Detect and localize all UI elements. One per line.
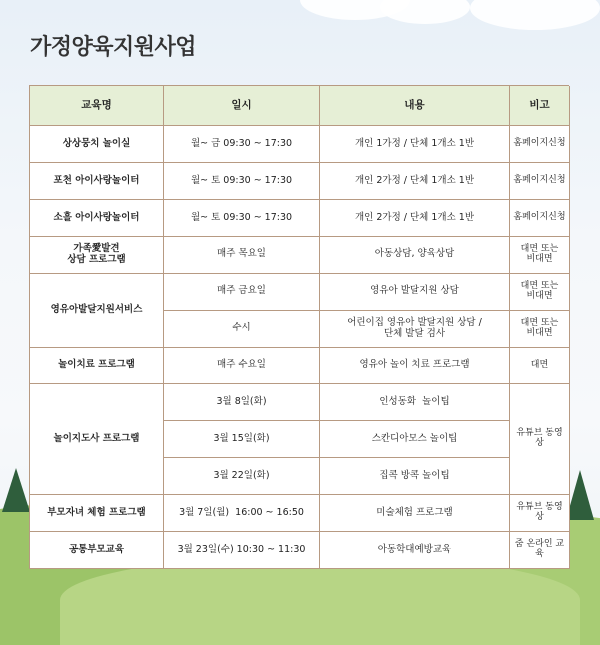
content-cell: 개인 1가정 / 단체 1개소 1반 xyxy=(320,126,510,163)
note-cell: 대면 또는 비대면 xyxy=(510,274,570,311)
schedule-cell: 3월 8일(화) xyxy=(164,384,320,421)
note-cell: 대면 또는 비대면 xyxy=(510,311,570,348)
note-cell: 홈페이지신청 xyxy=(510,200,570,237)
tree-decoration xyxy=(2,468,30,512)
cloud-decoration xyxy=(470,0,600,30)
content-cell: 아동상담, 양육상담 xyxy=(320,237,510,274)
header-note: 비고 xyxy=(510,86,570,126)
program-name: 가족愛발견 상담 프로그램 xyxy=(30,237,164,274)
schedule-cell: 매주 금요일 xyxy=(164,274,320,311)
tree-decoration xyxy=(566,470,594,520)
schedule-cell: 매주 목요일 xyxy=(164,237,320,274)
program-name: 놀이치료 프로그램 xyxy=(30,348,164,385)
program-table xyxy=(29,85,569,569)
content-cell: 아동학대예방교육 xyxy=(320,532,510,569)
note-cell: 줌 온라인 교육 xyxy=(510,532,570,569)
schedule-cell: 월~ 금 09:30 ~ 17:30 xyxy=(164,126,320,163)
header-schedule: 일시 xyxy=(164,86,320,126)
note-cell: 홈페이지신청 xyxy=(510,126,570,163)
program-name: 부모자녀 체험 프로그램 xyxy=(30,495,164,532)
content-cell: 영유아 발달지원 상담 xyxy=(320,274,510,311)
schedule-cell: 3월 22일(화) xyxy=(164,458,320,495)
schedule-cell: 월~ 토 09:30 ~ 17:30 xyxy=(164,200,320,237)
content-cell: 스칸디아모스 놀이팁 xyxy=(320,421,510,458)
program-name: 소흘 아이사랑놀이터 xyxy=(30,200,164,237)
note-cell: 대면 또는 비대면 xyxy=(510,237,570,274)
header-program: 교육명 xyxy=(30,86,164,126)
note-cell: 유튜브 동영상 xyxy=(510,384,570,495)
header-content: 내용 xyxy=(320,86,510,126)
note-cell: 대면 xyxy=(510,348,570,385)
content-cell: 미술체험 프로그램 xyxy=(320,495,510,532)
schedule-cell: 3월 15일(화) xyxy=(164,421,320,458)
schedule-cell: 3월 7일(월) 16:00 ~ 16:50 xyxy=(164,495,320,532)
program-name: 공통부모교육 xyxy=(30,532,164,569)
content-cell: 인성동화 놀이팁 xyxy=(320,384,510,421)
content-cell: 개인 2가정 / 단체 1개소 1반 xyxy=(320,200,510,237)
program-name: 놀이지도사 프로그램 xyxy=(30,384,164,495)
schedule-cell: 수시 xyxy=(164,311,320,348)
cloud-decoration xyxy=(380,0,470,24)
note-cell: 홈페이지신청 xyxy=(510,163,570,200)
note-cell: 유튜브 동영상 xyxy=(510,495,570,532)
schedule-cell: 월~ 토 09:30 ~ 17:30 xyxy=(164,163,320,200)
content-cell: 영유아 놀이 치료 프로그램 xyxy=(320,348,510,385)
schedule-cell: 3월 23일(수) 10:30 ~ 11:30 xyxy=(164,532,320,569)
schedule-cell: 매주 수요일 xyxy=(164,348,320,385)
content-cell: 어린이집 영유아 발달지원 상담 / 단체 발달 검사 xyxy=(320,311,510,348)
content-cell: 집콕 방콕 놀이팁 xyxy=(320,458,510,495)
content-cell: 개인 2가정 / 단체 1개소 1반 xyxy=(320,163,510,200)
program-name: 포천 아이사랑놀이터 xyxy=(30,163,164,200)
program-name: 상상뭉치 놀이실 xyxy=(30,126,164,163)
program-name: 영유아발달지원서비스 xyxy=(30,274,164,348)
page-title: 가정양육지원사업 xyxy=(30,35,197,60)
